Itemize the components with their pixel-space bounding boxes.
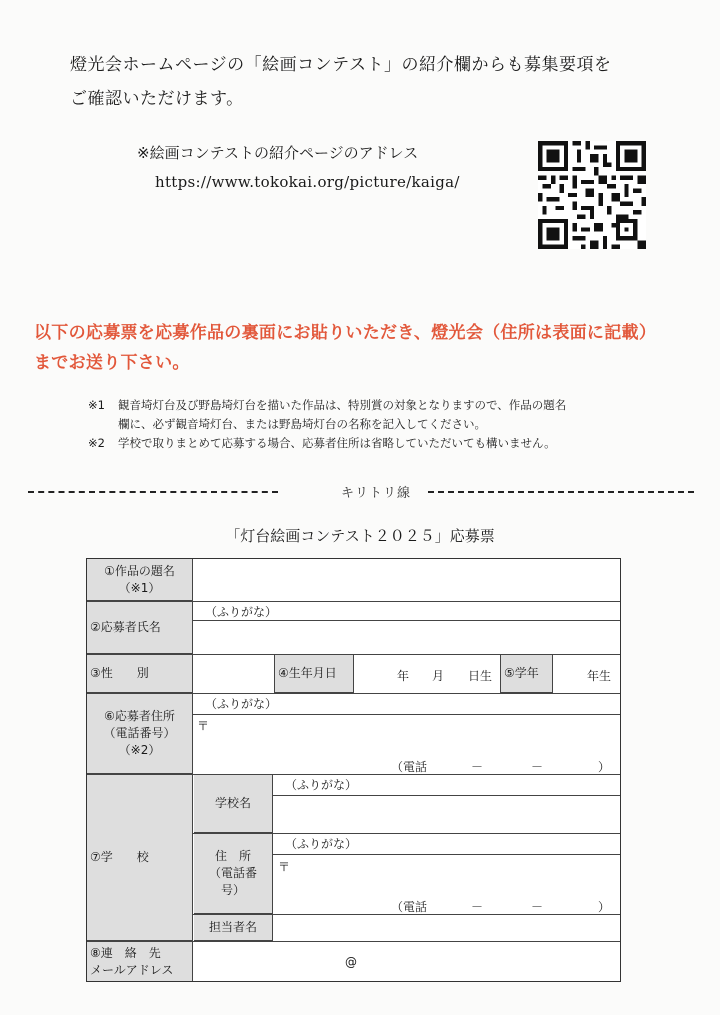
- cut-dash-left: [28, 491, 278, 493]
- school-name-label: 学校名: [214, 796, 251, 810]
- applicant-name-label: ②応募者氏名: [90, 620, 161, 634]
- note-1: [88, 396, 688, 434]
- birth-month-unit: 月: [432, 669, 445, 683]
- address-phone-open: （電話: [391, 760, 428, 774]
- school-name-label-cell: [194, 775, 273, 833]
- school-address-label-cell: [194, 834, 273, 914]
- application-form: [86, 558, 621, 982]
- address-phone-label: （電話番号）: [103, 726, 176, 740]
- email-input[interactable]: [194, 942, 620, 981]
- address-note: （※2）: [118, 743, 161, 757]
- url-caption: ※絵画コンテストの紹介ページのアドレス: [137, 144, 419, 162]
- gender-label: ③性 別: [90, 666, 149, 680]
- gender-label-cell: [87, 655, 193, 693]
- school-name-furigana-label: （ふりがな）: [285, 778, 358, 792]
- note-1-line-1: 観音埼灯台及び野島埼灯台を描いた作品は、特別賞の対象となりますので、作品の題名: [118, 398, 567, 412]
- name-furigana-label: （ふりがな）: [205, 605, 278, 619]
- work-title-note: （※1）: [118, 580, 161, 595]
- note-1-line-2: 欄に、必ず観音埼灯台、または野島埼灯台の名称を記入してください。: [118, 417, 486, 431]
- address-furigana-label: （ふりがな）: [205, 697, 278, 711]
- notice-line-1: 以下の応募票を応募作品の裏面にお貼りいただき、燈光会（住所は表面に記載）: [34, 323, 657, 343]
- grade-label-cell: [500, 655, 553, 693]
- school-name-furigana-input[interactable]: [274, 775, 620, 795]
- email-at-mark: @: [345, 955, 357, 969]
- teacher-label-cell: [194, 915, 273, 941]
- school-address-input[interactable]: [274, 855, 620, 914]
- work-title-input[interactable]: [194, 559, 620, 601]
- note-1-mark: ※1: [88, 398, 105, 412]
- notice-line-2: までお送り下さい。: [34, 353, 190, 373]
- address-phone-close: ）: [598, 760, 611, 774]
- gender-input[interactable]: [194, 655, 274, 693]
- applicant-name-input[interactable]: [194, 621, 620, 654]
- note-2: [88, 434, 688, 453]
- school-phone-dash-1: －: [471, 900, 484, 914]
- work-title-label-cell: [87, 559, 193, 601]
- contact-label: ⑧連 絡 先: [90, 945, 161, 960]
- intro-line-1: 燈光会ホームページの「絵画コンテスト」の紹介欄からも募集要項を: [70, 55, 612, 75]
- address-phone-dash-1: －: [471, 760, 484, 774]
- name-furigana-input[interactable]: [194, 602, 620, 620]
- grade-unit: 年生: [587, 669, 612, 683]
- school-label: ⑦学 校: [90, 850, 149, 864]
- teacher-input[interactable]: [274, 915, 620, 941]
- address-phone-dash-2: －: [531, 760, 544, 774]
- note-2-mark: ※2: [88, 436, 105, 450]
- cut-line: [28, 482, 694, 500]
- address-furigana-input[interactable]: [194, 694, 620, 714]
- school-name-input[interactable]: [274, 796, 620, 833]
- contact-label-cell: [87, 942, 193, 981]
- address-label-cell: [87, 694, 193, 774]
- address-postal-mark: 〒: [197, 719, 210, 733]
- birth-day-unit: 日生: [468, 669, 493, 683]
- school-phone-close: ）: [598, 900, 611, 914]
- birth-year-unit: 年: [397, 669, 410, 683]
- school-label-cell: [87, 775, 193, 941]
- birthdate-label: ④生年月日: [278, 666, 337, 680]
- form-title: 「灯台絵画コンテスト２０２５」応募票: [225, 527, 495, 545]
- school-address-furigana-input[interactable]: [274, 834, 620, 854]
- note-2-line-1: 学校で取りまとめて応募する場合、応募者住所は省略していただいても構いません。: [118, 436, 556, 450]
- teacher-label: 担当者名: [208, 920, 257, 934]
- cut-line-label: キリトリ線: [341, 486, 412, 501]
- intro-text: [70, 48, 670, 116]
- qr-code-icon: [538, 140, 646, 250]
- submission-notice: [34, 318, 704, 378]
- address-label: ⑥応募者住所: [104, 709, 175, 723]
- contact-email-label: メールアドレス: [90, 962, 174, 977]
- school-address-phone-label-end: 号）: [220, 883, 245, 897]
- applicant-name-label-cell: [87, 602, 193, 654]
- contest-url[interactable]: https://www.tokokai.org/picture/kaiga/: [155, 173, 460, 191]
- school-postal-mark: 〒: [278, 860, 291, 874]
- school-address-label: 住 所: [214, 849, 251, 863]
- school-address-furigana-label: （ふりがな）: [285, 837, 358, 851]
- school-address-phone-label: （電話番: [208, 866, 257, 880]
- grade-label: ⑤学年: [504, 666, 539, 680]
- cut-dash-right: [428, 491, 694, 493]
- work-title-label: ①作品の題名: [104, 563, 175, 578]
- school-phone-dash-2: －: [531, 900, 544, 914]
- birthdate-label-cell: [274, 655, 354, 693]
- notes-list: [88, 396, 688, 453]
- school-phone-open: （電話: [391, 900, 428, 914]
- intro-line-2: ご確認いただけます。: [70, 89, 244, 109]
